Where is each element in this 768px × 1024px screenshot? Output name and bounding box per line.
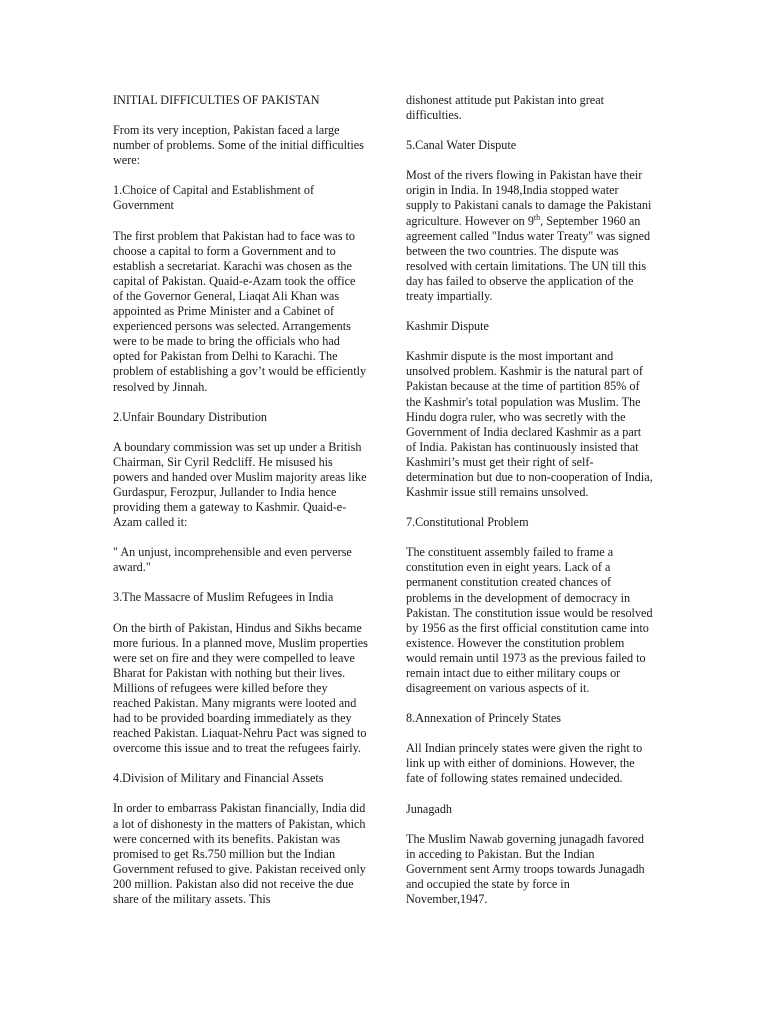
section-heading-boundary: 2.Unfair Boundary Distribution [113,409,268,424]
section-heading-canal: 5.Canal Water Dispute [406,138,517,153]
section-heading-massacre: 3.The Massacre of Muslim Refugees in India [113,590,334,605]
section-heading-kashmir: Kashmir Dispute [406,319,489,334]
section-body-princely: All Indian princely states were given the right to link up with either of dominions. However, the fate of following states remained undecided. [406,741,643,786]
section-body-kashmir: Kashmir dispute is the most important and unsolved problem. Kashmir is the natural part of Pakistan because at the time of partition 85% of the Kashmir's total population was Muslim. The Hindu dogra ruler, who was secretly with the Government of India declared Kashmir as a part of India. Pakistan has continuously insisted that Kashmiri’s must get their right of self-determination but due to non-cooperation of India, Kashmir issue still remains unsolved. [406,349,653,500]
canal-text-a: Most of the rivers flowing in Pakistan have their origin in India. In 1948,India stopped water supply to Pakistani canals to damage the Pakistani agriculture. However on 9 [406,168,652,228]
section-body-military-part2: dishonest attitude put Pakistan into great difficulties. [406,93,605,123]
section-body-constitution: The constituent assembly failed to frame a constitution even in eight years. Lack of a permanent constitution created chances of problems in the development of democracy in Pakistan. The constitution issue would be resolved by 1956 as the first official constitution came into existence. However the constitution problem would remain until 1973 as the previous failed to remain intact due to either military coups or disagreement on various aspects of it. [406,545,653,696]
section-body-junagadh: The Muslim Nawab governing junagadh favored in acceding to Pakistan. But the Indian Government sent Army troops towards Junagadh and occupied the state by force in November,1947. [406,831,645,907]
left-column [113,93,368,922]
boundary-quote: " An unjust, incomprehensible and even perverse award." [113,545,352,575]
canal-ordinal-suffix: th [533,212,541,222]
section-body-canal [406,168,654,304]
section-body-capital: The first problem that Pakistan had to face was to choose a capital to form a Government and to establish a secretariat. Karachi was chosen as the capital of Pakistan. Quaid-e-Azam took the office of the Governor General, Liaqat Ali Khan was appointed as Prime Minister and a Cabinet of experienced persons was selected. Arrangements were to be made to bring the officials who had opted for Pakistan from Delhi to Karachi. The problem of establishing a gov’t would be efficiently resolved by Jinnah. [113,228,367,394]
section-body-boundary: A boundary commission was set up under a British Chairman, Sir Cyril Redcliff. He misused his powers and handed over Muslim majority areas like Gurdaspur, Ferozpur, Jullander to India hence providing them a gateway to Kashmir. Quaid-e-Azam called it: [113,439,367,530]
section-body-massacre: On the birth of Pakistan, Hindus and Sikhs became more furious. In a planned move, Muslim properties were set on fire and they were compelled to leave Bharat for Pakistan with nothing but their lives. Millions of refugees were killed before they reached Pakistan. Many migrants were looted and had to be provided boarding immediately as they reached Pakistan. Liaquat-Nehru Pact was signed to overcome this issue and to treat the refugees fairly. [113,620,368,756]
section-body-military-part1: In order to embarrass Pakistan financially, India did a lot of dishonesty in the matters of Pakistan, which were concerned with its benefits. Pakistan was promised to get Rs.750 million but the Indian Government refused to give. Pakistan received only 200 million. Pakistan also did not receive the due share of the military assets. This [113,801,366,907]
section-heading-constitution: 7.Constitutional Problem [406,515,529,530]
section-heading-capital: 1.Choice of Capital and Establishment of Government [113,183,315,213]
section-heading-military: 4.Division of Military and Financial Assets [113,771,324,786]
canal-text-b: , September 1960 an agreement called "Indus water Treaty" was signed between the two countries. The dispute was resolved with certain limitations. The UN till this day has failed to observe the application of the treaty impartially. [406,213,651,304]
section-heading-junagadh: Junagadh [406,801,453,816]
right-column [406,93,654,922]
document-title: INITIAL DIFFICULTIES OF PAKISTAN [113,93,320,107]
intro-paragraph: From its very inception, Pakistan faced a large number of problems. Some of the initial difficulties were: [113,123,364,168]
section-heading-princely: 8.Annexation of Princely States [406,711,562,726]
